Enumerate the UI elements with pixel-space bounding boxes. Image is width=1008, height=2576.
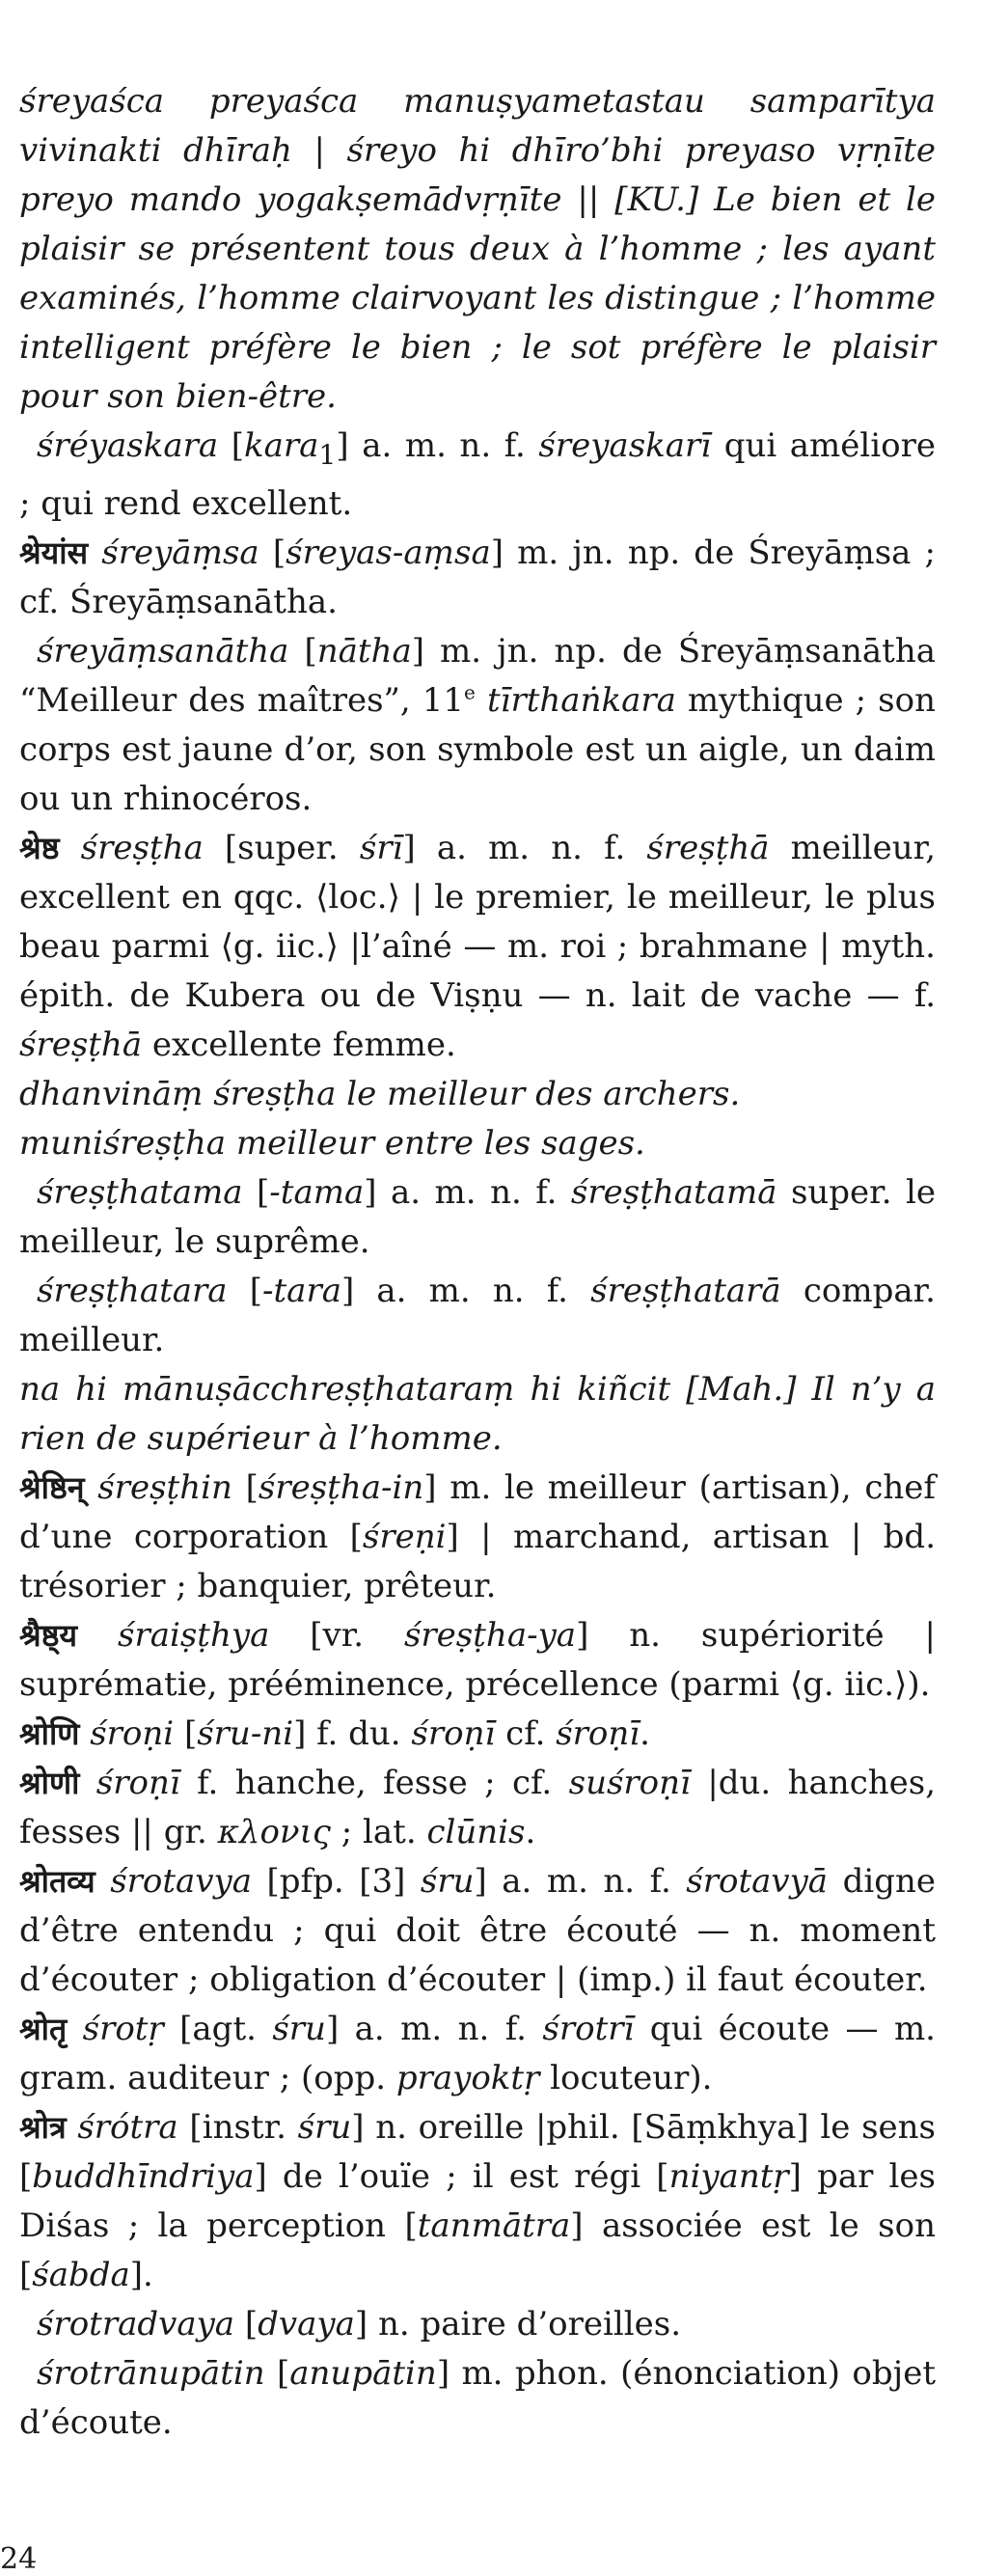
text-run: ] | marchand, artisan | bd. trésorier ; banquier, prêteur. — [19, 1517, 936, 1605]
italic-term: śroṇi — [90, 1713, 175, 1753]
text-run: [KU.] Le bien et le plaisir se présentent tous deux à l’homme ; les ayant examinés, l’homme clairvoyant les distingue ; l’homme intelligent préfère le bien ; le sot préfère le plaisir pour son bien-être. — [19, 180, 937, 416]
devanagari-headword: श्रोत्र — [19, 2108, 67, 2146]
text-run: [ — [174, 1713, 198, 1753]
entry-e10 — [19, 1365, 936, 1464]
text-run — [67, 2010, 82, 2048]
text-run: ] a. m. n. f. — [364, 1172, 571, 1212]
entry-e08 — [19, 1168, 936, 1267]
text-run: ] m. jn. np. de Śreyāṃsanātha “Meilleur des maîtres”, 11 — [19, 631, 936, 720]
text-run — [95, 1862, 111, 1901]
text-run: mythique ; son corps est jaune d’or, son symbole est un aigle, un daim ou un rhinocéros. — [19, 680, 936, 818]
italic-term: śreṣṭhatamā — [570, 1172, 777, 1212]
entry-e07 — [19, 1119, 936, 1168]
devanagari-headword: श्रेयांस — [19, 534, 89, 571]
italic-term: tīrthaṅkara — [486, 680, 676, 720]
text-run — [79, 1764, 95, 1802]
italic-term: niyantṛ — [668, 2156, 789, 2196]
italic-term: śru — [297, 2107, 352, 2147]
text-run: . — [525, 1812, 536, 1851]
text-run: excellente femme. — [142, 1025, 456, 1064]
superscript: e — [464, 680, 476, 704]
italic-term: buddhīndriya — [32, 2156, 255, 2196]
text-run: . — [640, 1713, 650, 1753]
entry-e19 — [19, 2349, 936, 2448]
text-run: [vr. — [269, 1615, 404, 1655]
text-run: qui améliore ; qui rend excellent. — [19, 426, 936, 523]
text-run — [67, 2108, 78, 2147]
entry-e15 — [19, 1857, 936, 2005]
italic-term: śreyāṃsa — [101, 533, 259, 572]
devanagari-headword: श्रेष्ठिन् — [19, 1468, 85, 1506]
entry-e09 — [19, 1267, 936, 1365]
text-run: ] a. m. n. f. — [341, 1271, 591, 1310]
italic-term: śrī — [359, 828, 403, 867]
text-run: ] a. m. n. f. — [336, 426, 539, 465]
text-run: f. hanche, fesse ; cf. — [179, 1763, 569, 1802]
text-run: compar. meilleur. — [19, 1271, 936, 1359]
italic-term: śrotradvaya — [37, 2304, 235, 2343]
italic-term: śreṣṭhatara — [37, 1271, 228, 1310]
text-run: [ — [264, 2353, 290, 2393]
italic-term: anupātin — [289, 2353, 437, 2393]
italic-term: śréyaskara — [37, 426, 219, 465]
italic-term: prayoktṛ — [395, 2058, 540, 2097]
text-run: [instr. — [177, 2107, 298, 2147]
italic-term: śrotavya — [110, 1861, 253, 1901]
text-run: ] m. jn. np. de Śreyāṃsa ; cf. Śreyāṃsanātha. — [19, 533, 937, 621]
text-run: [ — [218, 426, 244, 465]
italic-term: śreṣṭhā — [19, 1025, 143, 1064]
italic-term: śrotrānupātin — [37, 2353, 265, 2393]
entry-e04 — [19, 627, 936, 824]
italic-term: kara — [243, 426, 319, 465]
devanagari-headword: श्रोणि — [19, 1714, 80, 1752]
entry-e16 — [19, 2005, 936, 2103]
text-run: [agt. — [163, 2009, 273, 2048]
italic-term: śroṇī — [556, 1713, 640, 1753]
text-run: [ — [242, 1172, 270, 1212]
italic-term: na hi mānuṣācchreṣṭhataraṃ hi kiñcit — [19, 1369, 671, 1409]
italic-term: śreyaśca preyaśca manuṣyametastau samparītya vivinakti dhīraḥ | śreyo hi dhīro’bhi preyaso vṛṇīte preyo mando yogakṣemādvṛṇīte || — [19, 82, 936, 219]
italic-term: śreṣṭha-in — [258, 1467, 424, 1507]
text-run: [super. — [203, 828, 360, 867]
italic-term: śroṇī — [411, 1713, 496, 1753]
text-run — [79, 1714, 90, 1753]
text-run — [77, 1616, 118, 1655]
entry-e17 — [19, 2103, 936, 2300]
text-run: ] a. m. n. f. — [402, 828, 647, 867]
italic-term: śrotavyā — [686, 1861, 829, 1901]
italic-term: śreṣṭha-ya — [403, 1615, 577, 1655]
text-run: ]. — [129, 2255, 153, 2294]
italic-term: nātha — [316, 631, 412, 671]
text-run: qui écoute — m. gram. auditeur ; (opp. — [19, 2009, 936, 2097]
text-run: ] a. m. n. f. — [474, 1861, 687, 1901]
text-run: ] m. le meilleur (artisan), chef d’une corporation [ — [19, 1467, 937, 1556]
entry-e18 — [19, 2300, 936, 2349]
text-run: [ — [288, 631, 317, 671]
text-run: le meilleur des archers. — [336, 1074, 741, 1113]
italic-term: śreyāṃsanātha — [37, 631, 289, 671]
entry-e12 — [19, 1611, 936, 1710]
text-run: [Mah.] Il n’y a rien de supérieur à l’homme. — [19, 1369, 936, 1458]
devanagari-headword: श्रोतव्य — [19, 1862, 95, 1900]
italic-term: śraiṣṭhya — [118, 1615, 270, 1655]
italic-term: muniśreṣṭha — [19, 1123, 227, 1163]
text-run — [88, 534, 101, 572]
text-run: meilleur, excellent en qqc. ⟨loc.⟩ | le premier, le meilleur, le plus beau parmi ⟨g. iic.⟩ |l’aîné — m. roi ; brahmane | myth. épith. de Kubera ou de Viṣṇu — n. lait de vache — f. — [19, 828, 936, 1015]
text-run — [85, 1468, 98, 1507]
text-run: [pfp. [3] — [252, 1861, 421, 1901]
text-run: ] a. m. n. f. — [325, 2009, 543, 2048]
text-run: |du. hanches, fesses || gr. — [19, 1763, 937, 1851]
devanagari-headword: श्रोतृ — [19, 2010, 68, 2047]
text-run: ] n. oreille |phil. [Sāṃkhya] le sens [ — [19, 2107, 937, 2196]
text-run — [476, 681, 487, 720]
text-run: [ — [227, 1271, 263, 1310]
subscript: 1 — [318, 438, 337, 471]
italic-term: śru-ni — [197, 1713, 294, 1753]
devanagari-headword: श्रैष्ठ्य — [19, 1616, 78, 1654]
devanagari-headword: श्रेष्ठ — [19, 829, 60, 866]
italic-term: suśroṇī — [568, 1763, 691, 1802]
entry-e13 — [19, 1710, 936, 1759]
italic-term: dvaya — [258, 2304, 355, 2343]
text-run: locuteur). — [539, 2058, 713, 2097]
italic-term: śrótra — [77, 2107, 178, 2147]
italic-term: śreṣṭhā — [646, 828, 770, 867]
italic-term: śreyaskarī — [538, 426, 712, 465]
text-run: super. le meilleur, le suprême. — [19, 1172, 936, 1261]
text-run: ] n. paire d’oreilles. — [354, 2304, 681, 2343]
entry-e06 — [19, 1070, 936, 1119]
text-run: [ — [232, 1467, 259, 1507]
italic-term: śreṣṭhin — [97, 1467, 232, 1507]
italic-term: dhanvināṃ śreṣṭha — [19, 1074, 337, 1113]
italic-term: śreṣṭha — [80, 828, 204, 867]
entry-e02 — [19, 422, 936, 529]
italic-term: śreyas-aṃsa — [286, 533, 491, 572]
italic-term: κλονις — [217, 1812, 331, 1851]
text-run — [60, 829, 81, 867]
entry-e01 — [19, 77, 936, 422]
entry-e05 — [19, 824, 936, 1070]
text-run: ] de l’ouïe ; il est régi [ — [254, 2156, 669, 2196]
text-run: ] f. du. — [293, 1713, 412, 1753]
text-run: ] par les Diśas ; la perception [ — [19, 2156, 936, 2245]
text-run: [ — [234, 2304, 259, 2343]
entry-e14 — [19, 1759, 936, 1857]
text-run: digne d’être entendu ; qui doit être écouté — n. moment d’écouter ; obligation d’écouter | (imp.) il faut écouter. — [19, 1861, 937, 1999]
italic-term: śroṇī — [95, 1763, 180, 1802]
italic-term: -tama — [269, 1172, 365, 1212]
entry-e11 — [19, 1464, 936, 1611]
text-run: ] associée est le son [ — [19, 2206, 936, 2294]
text-run: ] n. supériorité | suprématie, prééminence, précellence (parmi ⟨g. iic.⟩). — [19, 1615, 936, 1704]
italic-term: śrotṛ — [82, 2009, 164, 2048]
italic-term: śru — [272, 2009, 326, 2048]
italic-term: śrotrī — [542, 2009, 635, 2048]
page-number: 24 — [0, 2542, 38, 2576]
italic-term: śreṇi — [362, 1517, 447, 1556]
italic-term: śru — [420, 1861, 475, 1901]
italic-term: śreṣṭhatama — [37, 1172, 243, 1212]
italic-term: clūnis — [426, 1812, 526, 1851]
entry-e03 — [19, 529, 936, 627]
italic-term: śreṣṭhatarā — [590, 1271, 781, 1310]
dictionary-page — [19, 77, 936, 2448]
text-run: cf. — [495, 1713, 557, 1753]
italic-term: tanmātra — [417, 2206, 571, 2245]
italic-term: śabda — [32, 2255, 130, 2294]
italic-term: -tara — [262, 1271, 341, 1310]
text-run: meilleur entre les sages. — [226, 1123, 645, 1163]
devanagari-headword: श्रोणी — [19, 1764, 80, 1801]
text-run: [ — [259, 533, 286, 572]
text-run: ; lat. — [330, 1812, 427, 1851]
text-run: ] m. phon. (énonciation) objet d’écoute. — [19, 2353, 936, 2442]
